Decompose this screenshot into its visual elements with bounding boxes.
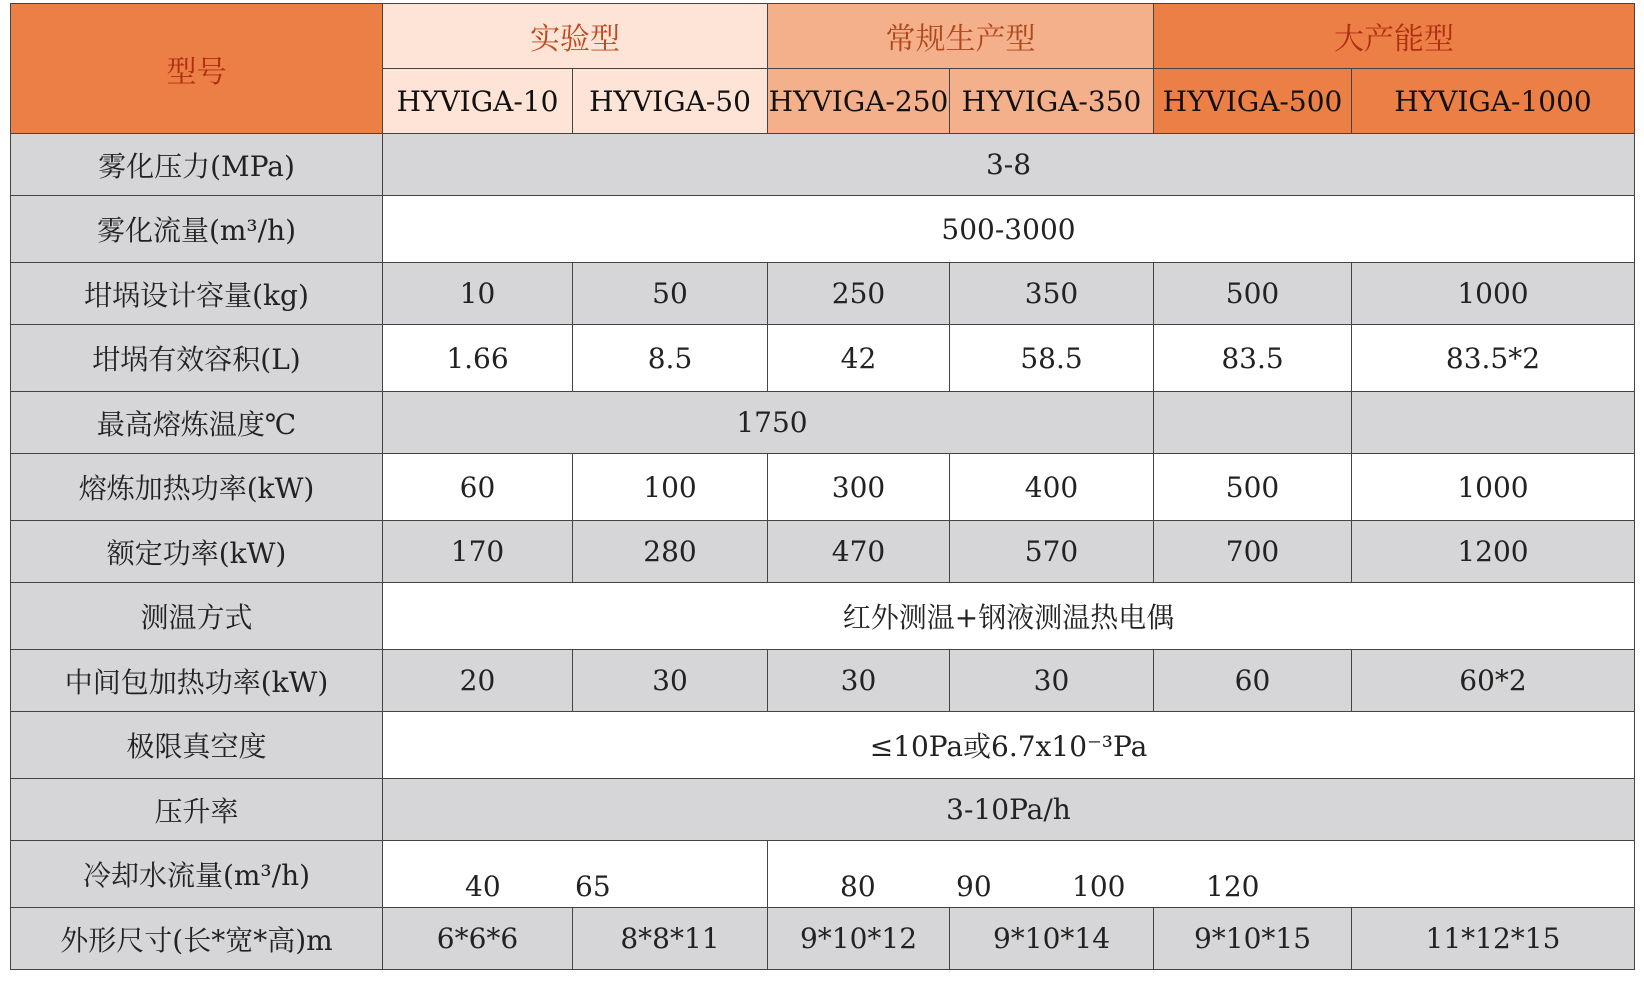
cell-value: 280 [573,521,768,583]
cooling-cell-experimental [383,841,768,908]
model-hyviga-350: HYVIGA-350 [950,69,1154,134]
row-crucible-capacity [11,263,1635,325]
cell-value: 50 [573,263,768,325]
row-label: 熔炼加热功率(kW) [11,454,383,521]
cell-value: 60*2 [1352,650,1635,712]
row-label: 最高熔炼温度℃ [11,392,383,454]
cell-value: 120 [1206,870,1260,903]
cell-value: 9*10*14 [950,908,1154,970]
cell-value: 250 [768,263,950,325]
cell-value: 8.5 [573,325,768,392]
group-large-capacity: 大产能型 [1154,4,1635,69]
row-label: 中间包加热功率(kW) [11,650,383,712]
cell-empty [1352,392,1635,454]
cell-value: 570 [950,521,1154,583]
cell-value: 80 [840,870,876,903]
header-row-groups [11,4,1635,69]
row-label: 坩埚设计容量(kg) [11,263,383,325]
cell-value: 100 [1072,870,1126,903]
row-label: 额定功率(kW) [11,521,383,583]
cell-value: 30 [573,650,768,712]
cell-value: 350 [950,263,1154,325]
cell-value: 170 [383,521,573,583]
cell-value: 500 [1154,263,1352,325]
spec-table [10,3,1635,970]
row-pressure-rise [11,779,1635,841]
cell-value: 470 [768,521,950,583]
cell-value: 1000 [1352,263,1635,325]
group-experimental: 实验型 [383,4,768,69]
row-temp-method [11,583,1635,650]
cell-value: 58.5 [950,325,1154,392]
model-hyviga-10: HYVIGA-10 [383,69,573,134]
row-rated-power [11,521,1635,583]
cell-value: 1200 [1352,521,1635,583]
cell-value: 10 [383,263,573,325]
cell-value: 11*12*15 [1352,908,1635,970]
cell-value: 3-10Pa/h [383,779,1635,841]
cell-value: 300 [768,454,950,521]
cell-value: 1.66 [383,325,573,392]
model-hyviga-500: HYVIGA-500 [1154,69,1352,134]
row-label: 测温方式 [11,583,383,650]
row-dimensions [11,908,1635,970]
cell-value: 20 [383,650,573,712]
row-label: 压升率 [11,779,383,841]
cell-value: 42 [768,325,950,392]
model-hyviga-1000: HYVIGA-1000 [1352,69,1635,134]
cell-empty [1154,392,1352,454]
row-label: 冷却水流量(m³/h) [11,841,383,908]
cell-value: 30 [950,650,1154,712]
row-tundish-power [11,650,1635,712]
cell-value: 60 [1154,650,1352,712]
cell-value: 100 [573,454,768,521]
cell-value: 40 [465,870,501,903]
cell-value: 500-3000 [383,196,1635,263]
cell-value: 83.5 [1154,325,1352,392]
row-label: 外形尺寸(长*宽*高)m [11,908,383,970]
row-melting-power [11,454,1635,521]
cell-value: 8*8*11 [573,908,768,970]
row-max-melting-temp [11,392,1635,454]
cell-value: 9*10*15 [1154,908,1352,970]
cell-value: 500 [1154,454,1352,521]
cell-value: 400 [950,454,1154,521]
row-cooling-water [11,841,1635,908]
cell-value: 6*6*6 [383,908,573,970]
row-label: 坩埚有效容积(L) [11,325,383,392]
row-label: 雾化压力(MPa) [11,134,383,196]
cell-value: 65 [575,870,611,903]
cell-value: 60 [383,454,573,521]
model-hyviga-250: HYVIGA-250 [768,69,950,134]
cell-value: 30 [768,650,950,712]
row-label: 雾化流量(m³/h) [11,196,383,263]
cell-value: 700 [1154,521,1352,583]
row-atomization-flow [11,196,1635,263]
cell-value: 红外测温+钢液测温热电偶 [383,583,1635,650]
cell-value: ≤10Pa或6.7x10⁻³Pa [383,712,1635,779]
row-label: 极限真空度 [11,712,383,779]
model-header: 型号 [11,4,383,134]
model-hyviga-50: HYVIGA-50 [573,69,768,134]
group-regular-production: 常规生产型 [768,4,1154,69]
cell-value: 83.5*2 [1352,325,1635,392]
cell-value: 1000 [1352,454,1635,521]
row-atomization-pressure [11,134,1635,196]
cell-value: 9*10*12 [768,908,950,970]
cooling-cell-production [768,841,1635,908]
cell-value: 3-8 [383,134,1635,196]
row-crucible-volume [11,325,1635,392]
cell-value: 1750 [383,392,1154,454]
cell-value: 90 [956,870,992,903]
row-ultimate-vacuum [11,712,1635,779]
